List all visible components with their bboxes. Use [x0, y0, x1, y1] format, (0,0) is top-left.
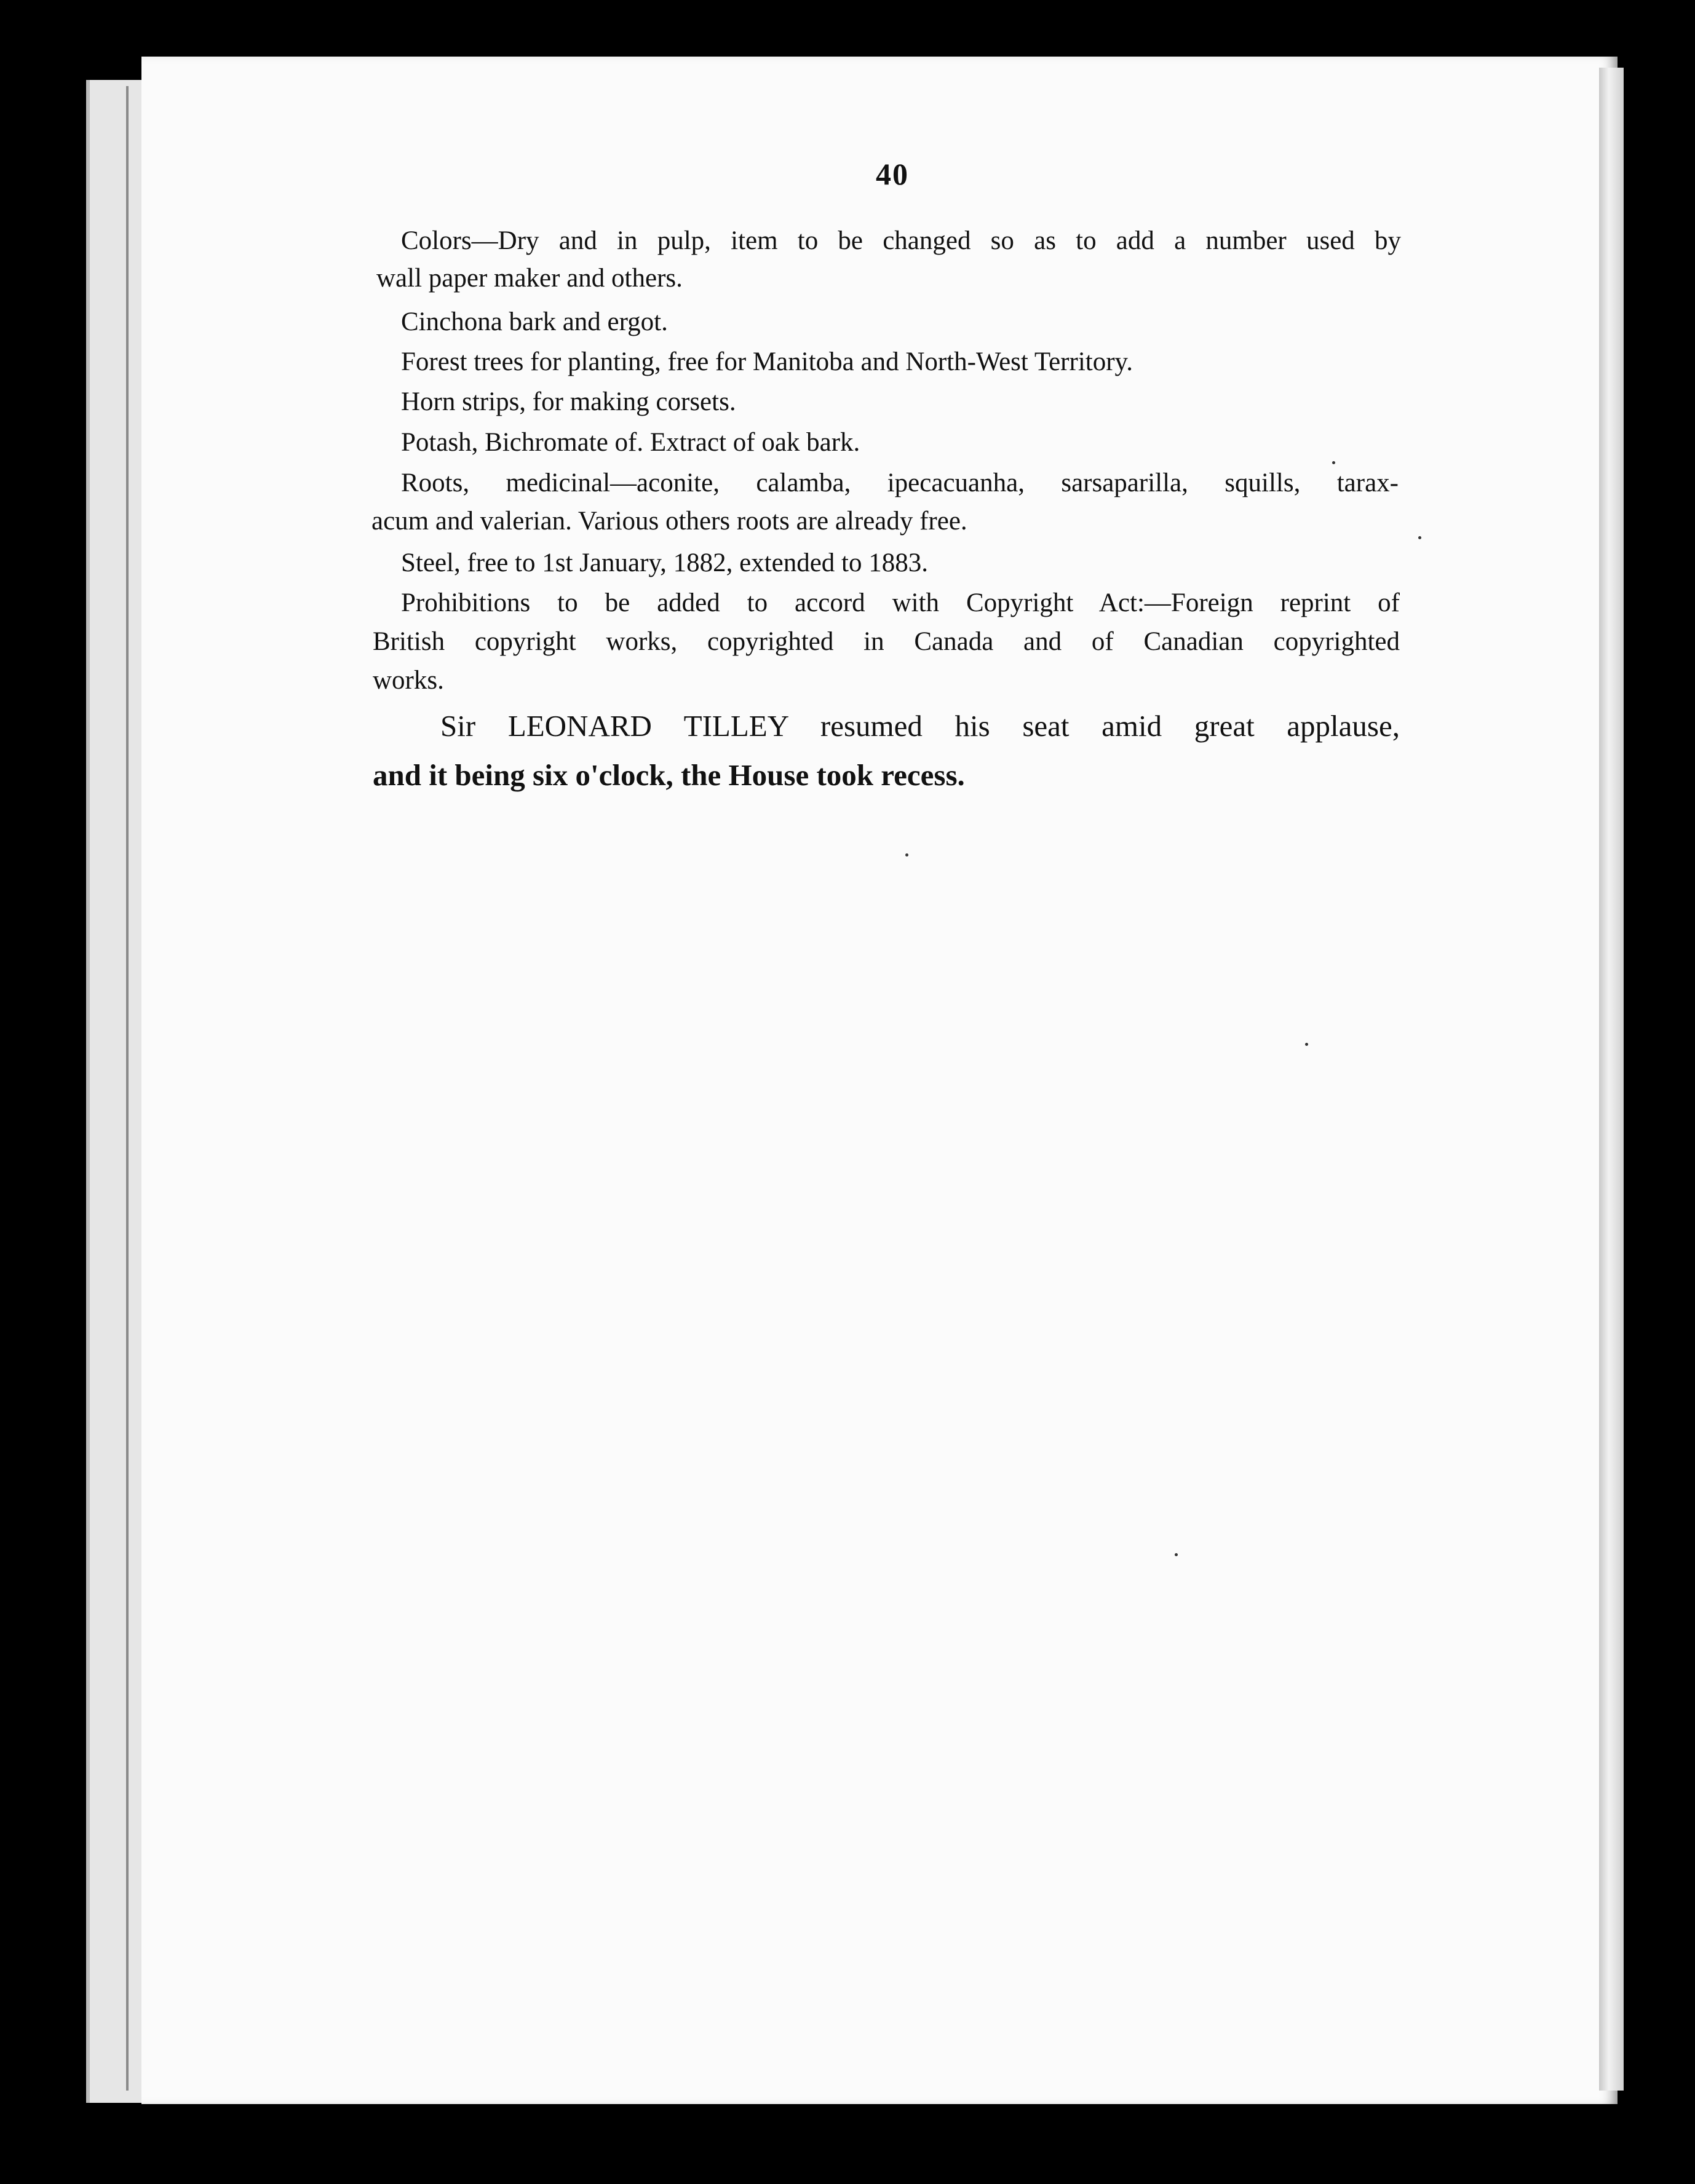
closing-paragraph-line: Sir LEONARD TILLEY resumed his seat amid great applause, — [440, 709, 1400, 743]
tariff-entry-line: Colors—Dry and in pulp, item to be changed so as to add a number used by — [401, 226, 1401, 255]
tariff-entry-line: Prohibitions to be added to accord with Copyright Act:—Foreign reprint of — [401, 588, 1400, 617]
scan-speck — [905, 853, 908, 857]
tariff-entry-line: Horn strips, for making corsets. — [401, 387, 736, 416]
tariff-entry-line: Roots, medicinal—aconite, calamba, ipecacuanha, sarsaparilla, squills, tarax- — [401, 469, 1399, 497]
tariff-entry-line: Forest trees for planting, free for Manitoba and North-West Territory. — [401, 347, 1133, 376]
tariff-entry-line: Potash, Bichromate of. Extract of oak bark. — [401, 428, 860, 457]
tariff-entry-line: wall paper maker and others. — [376, 264, 683, 293]
scan-speck — [1175, 1553, 1178, 1556]
tariff-entry-line: acum and valerian. Various others roots are already free. — [371, 507, 967, 536]
scan-speck — [1418, 536, 1421, 539]
scan-speck — [1305, 1043, 1308, 1046]
scan-speck — [1332, 461, 1335, 464]
closing-paragraph-line: and it being six o'clock, the House took recess. — [373, 758, 965, 792]
tariff-entry-line: British copyright works, copyrighted in Canada and of Canadian copyrighted — [373, 627, 1400, 656]
page-number: 40 — [876, 157, 909, 191]
tariff-entry-line: Steel, free to 1st January, 1882, extended to 1883. — [401, 548, 928, 577]
tariff-entry-line: Cinchona bark and ergot. — [401, 307, 668, 336]
tariff-entry-line: works. — [373, 666, 444, 695]
